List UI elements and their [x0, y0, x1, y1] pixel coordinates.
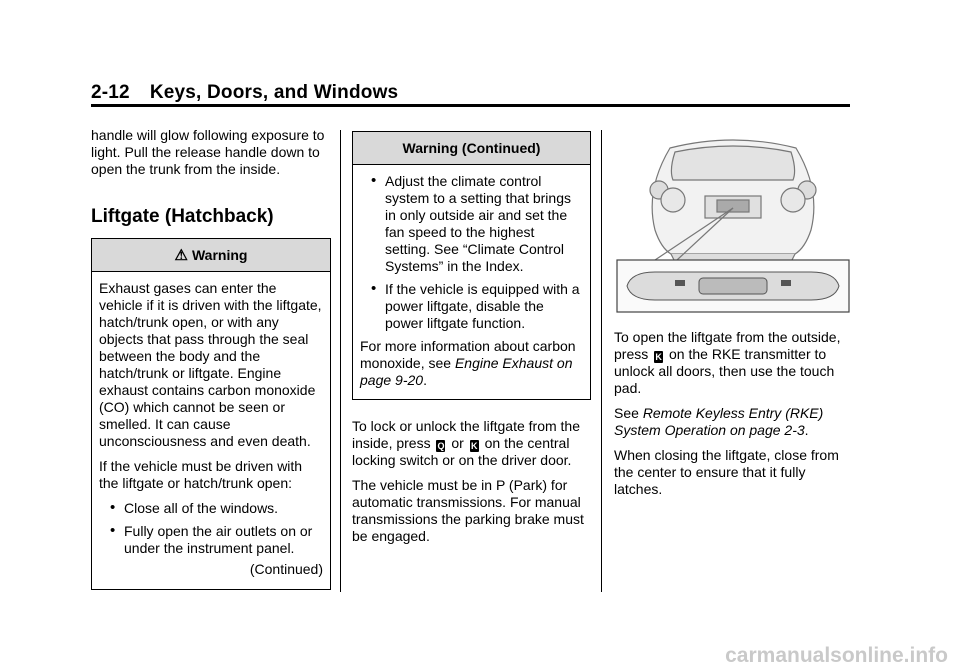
warning-continued-body	[353, 165, 590, 389]
open-paragraph: To open the liftgate from the outside, press K on the RKE transmitter to unlock all doors, then use the touch pad.	[614, 329, 841, 396]
list-item: • Fully open the air outlets on or under the instrument panel.	[124, 523, 323, 557]
warning-text: Exhaust gases can enter the vehicle if it is driven with the liftgate, hatch/trunk open, or with any objects that pass through the seal between the body and the hatch/trunk or liftgate. Engine exhaust contains carbon monoxide (CO) which cannot be seen or smelled. It can cause unconsciousness and even death.	[99, 280, 322, 449]
lock-paragraph: To lock or unlock the liftgate from the inside, press Q or K on the central locking switch or on the driver door.	[352, 418, 580, 468]
column-divider	[340, 130, 341, 592]
list-item: • If the vehicle is equipped with a power liftgate, disable the power liftgate function.	[385, 281, 583, 332]
warning-title: Warning	[191, 247, 248, 263]
watermark: carmanualsonline.info	[725, 644, 948, 667]
page-number: 2-12	[91, 82, 130, 103]
warning-bullets	[99, 500, 323, 557]
unlock-key-icon: K	[470, 441, 478, 451]
unlock-key-icon: K	[655, 352, 662, 362]
warning-continued-box	[352, 131, 591, 400]
see-paragraph: See Remote Keyless Entry (RKE) System Operation on page 2-3.	[614, 405, 824, 438]
list-item: • Adjust the climate control system to a setting that brings in only outside air and set the fan speed to the highest setting. See “Climate Control Systems” in the Index.	[385, 173, 583, 275]
intro-paragraph: handle will glow following exposure to light. Pull the release handle down to open the trunk from the inside.	[91, 127, 325, 177]
continued-label: (Continued)	[249, 561, 323, 577]
column-2-text	[352, 418, 589, 553]
liftgate-illustration	[615, 130, 851, 320]
column-1	[91, 127, 327, 186]
header-rule	[91, 104, 850, 107]
warning-lead: If the vehicle must be driven with the liftgate or hatch/trunk open:	[99, 458, 303, 491]
lock-key-icon: Q	[437, 441, 445, 451]
section-title: Liftgate (Hatchback)	[91, 206, 274, 227]
rke-link[interactable]: Remote Keyless Entry (RKE) System Operation on page 2-3	[614, 405, 824, 438]
warning-box	[91, 238, 331, 590]
column-divider	[601, 130, 602, 592]
engine-exhaust-link[interactable]: Engine Exhaust on page 9-20	[360, 355, 573, 388]
park-paragraph: The vehicle must be in P (Park) for automatic transmissions. For manual transmissions the parking brake must be engaged.	[352, 477, 584, 544]
list-item: • Close all of the windows.	[124, 500, 323, 517]
warning-icon: ⚠	[174, 247, 188, 264]
warning-header	[92, 239, 330, 272]
column-3-text	[614, 329, 852, 506]
page-header	[91, 82, 398, 104]
warning-continued-bullets	[360, 173, 583, 332]
co-info: For more information about carbon monoxide, see Engine Exhaust on page 9-20.	[360, 338, 576, 388]
warning-continued-header: Warning (Continued)	[353, 132, 590, 165]
chapter-title: Keys, Doors, and Windows	[149, 82, 399, 103]
closing-paragraph: When closing the liftgate, close from the center to ensure that it fully latches.	[614, 447, 839, 497]
warning-body	[92, 272, 330, 578]
